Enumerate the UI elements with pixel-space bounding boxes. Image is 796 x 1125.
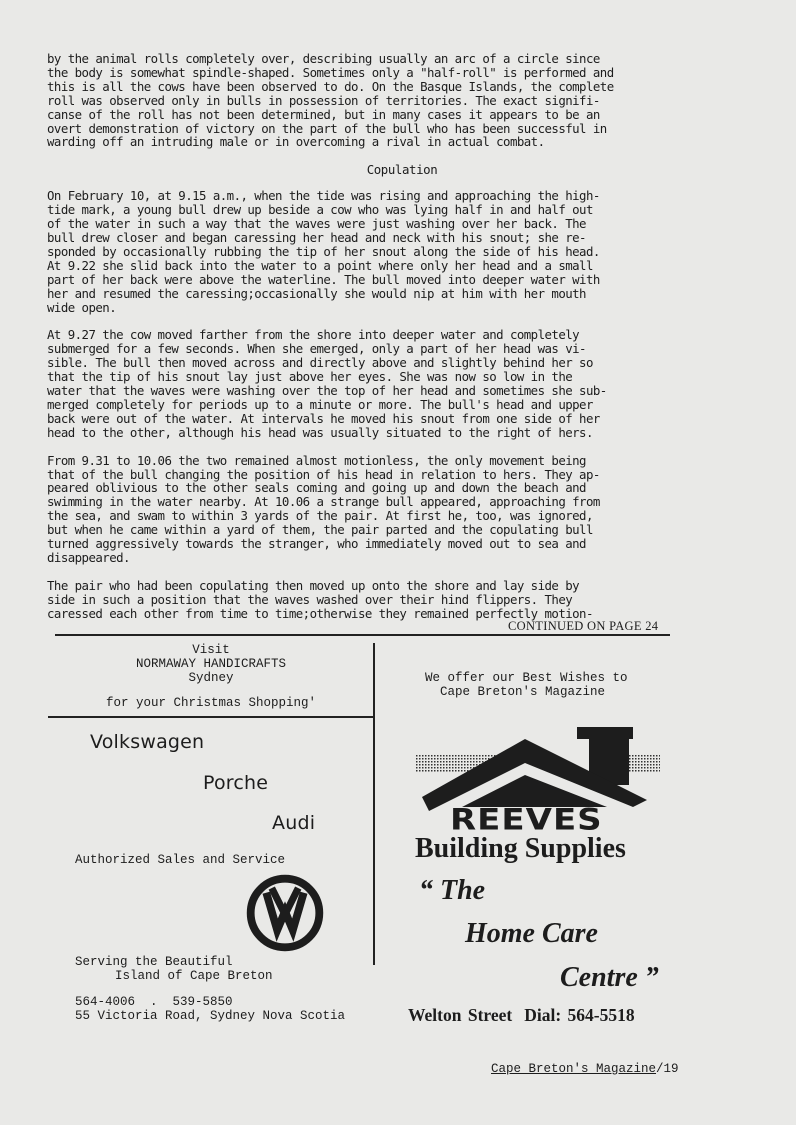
street: Welton Street [408,1005,513,1025]
brand-audi: Audi [272,812,316,834]
magazine-name: Cape Breton's Magazine [491,1062,657,1076]
ad-line: for your Christmas Shopping' [105,696,317,710]
brand-volkswagen: Volkswagen [90,731,205,753]
ad-line: NORMAWAY HANDICRAFTS [135,657,287,671]
divider-horizontal [48,716,374,718]
ad-line: Sydney [188,671,234,685]
continued-note: CONTINUED ON PAGE 24 [508,619,659,633]
brand-porche: Porche [203,772,269,794]
article-body [47,52,737,635]
contact [75,996,345,1023]
paragraph: The pair who had been copulating then moved up onto the shore and lay side by side in such a position that the waves washed over their hind flippers. They caressed each other from time to time;otherwise they remained perfectly motion- [47,577,593,621]
address: 55 Victoria Road, Sydney Nova Scotia [75,1008,346,1023]
divider-horizontal [55,634,670,636]
paragraph: From 9.31 to 10.06 the two remained almost motionless, the only movement being that of the bull changing the position of his head in relation to hers. They ap- peared oblivious to the other seals coming and going up and down the beach and swimming in the water nearby. At 10.06 a strange bull appeared, approaching from the sea, and swam to within 3 yards of the pair. At first he, too, was ignored, but when he came within a yard of them, the pair parted and the copulating bull turned aggressively towards the stranger, who immediately moved out to sea and disappeared. [47,452,600,565]
ad-line: Visit [192,643,230,657]
best-wishes [425,671,628,699]
company-subtitle: Building Supplies [415,833,626,864]
wish-line: Cape Breton's Magazine [440,685,606,699]
paragraph: On February 10, at 9.15 a.m., when the tide was rising and approaching the high- tide mark, a young bull drew up beside a cow who was lying half in and half out of the water in such a way that the waves were just washing over her back. The bull drew closer and began caressing her head and neck with his snout; she re- sponded by occasionally rubbing the tip of her snout along the side of his head. At 9.22 she slid back into the water to a point where only her head and a small part of her back were above the waterline. The bull moved into deeper water with her and resumed the caressing;occasionally she would nip at him with her mouth wide open. [47,188,600,315]
service-area [75,956,273,983]
page-footer [491,1062,679,1076]
normaway-ad [48,643,374,710]
paragraph: by the animal rolls completely over, describing usually an arc of a circle since the body is somewhat spindle-shaped. Sometimes only a "half-roll" is performed and this is all the cows have been observed to do. On the Basque Islands, the complete roll was observed only in bulls in possession of territories. The exact signifi- canse of the roll has not been determined, but in many cases it appears to be an overt demonstration of victory on the part of the bull who has been successful in warding off an intruding male or in overcoming a rival in actual combat. [47,51,614,150]
phone-numbers: 564-4006 . 539-5850 [75,995,233,1009]
slogan-line: Centre ” [560,962,659,993]
slogan-line: Home Care [465,918,598,949]
wish-line: We offer our Best Wishes to [425,671,628,685]
section-heading: Copulation [366,162,438,178]
contact [408,1005,635,1026]
vw-dealer-ad [48,722,374,1032]
paragraph: At 9.27 the cow moved farther from the shore into deeper water and completely submerged for a few seconds. When she emerged, only a part of her head was vi- sible. The bull then moved across and directly above and slightly behind her so that the tip of his snout lay just above her eyes. She was now so low in the water that the waves were washing over the top of her head and sometimes she sub- merged completely for periods up to a minute or more. The bull's head and upper back were out of the water. At intervals he moved his snout from one side of her head to the other, although his head was usually situated to the right of hers. [47,327,607,440]
dial-number: Dial: 564-5518 [524,1005,635,1025]
reeves-ad [395,655,715,1035]
slogan-line: “ The [419,875,486,906]
page-number: /19 [656,1062,679,1076]
company-name: REEVES [450,803,603,837]
tagline: Authorized Sales and Service [75,853,286,867]
service-line: Serving the Beautiful [75,955,233,969]
service-line: Island of Cape Breton [115,968,273,983]
vw-logo-icon [246,874,324,952]
house-roof-icon [407,725,689,815]
